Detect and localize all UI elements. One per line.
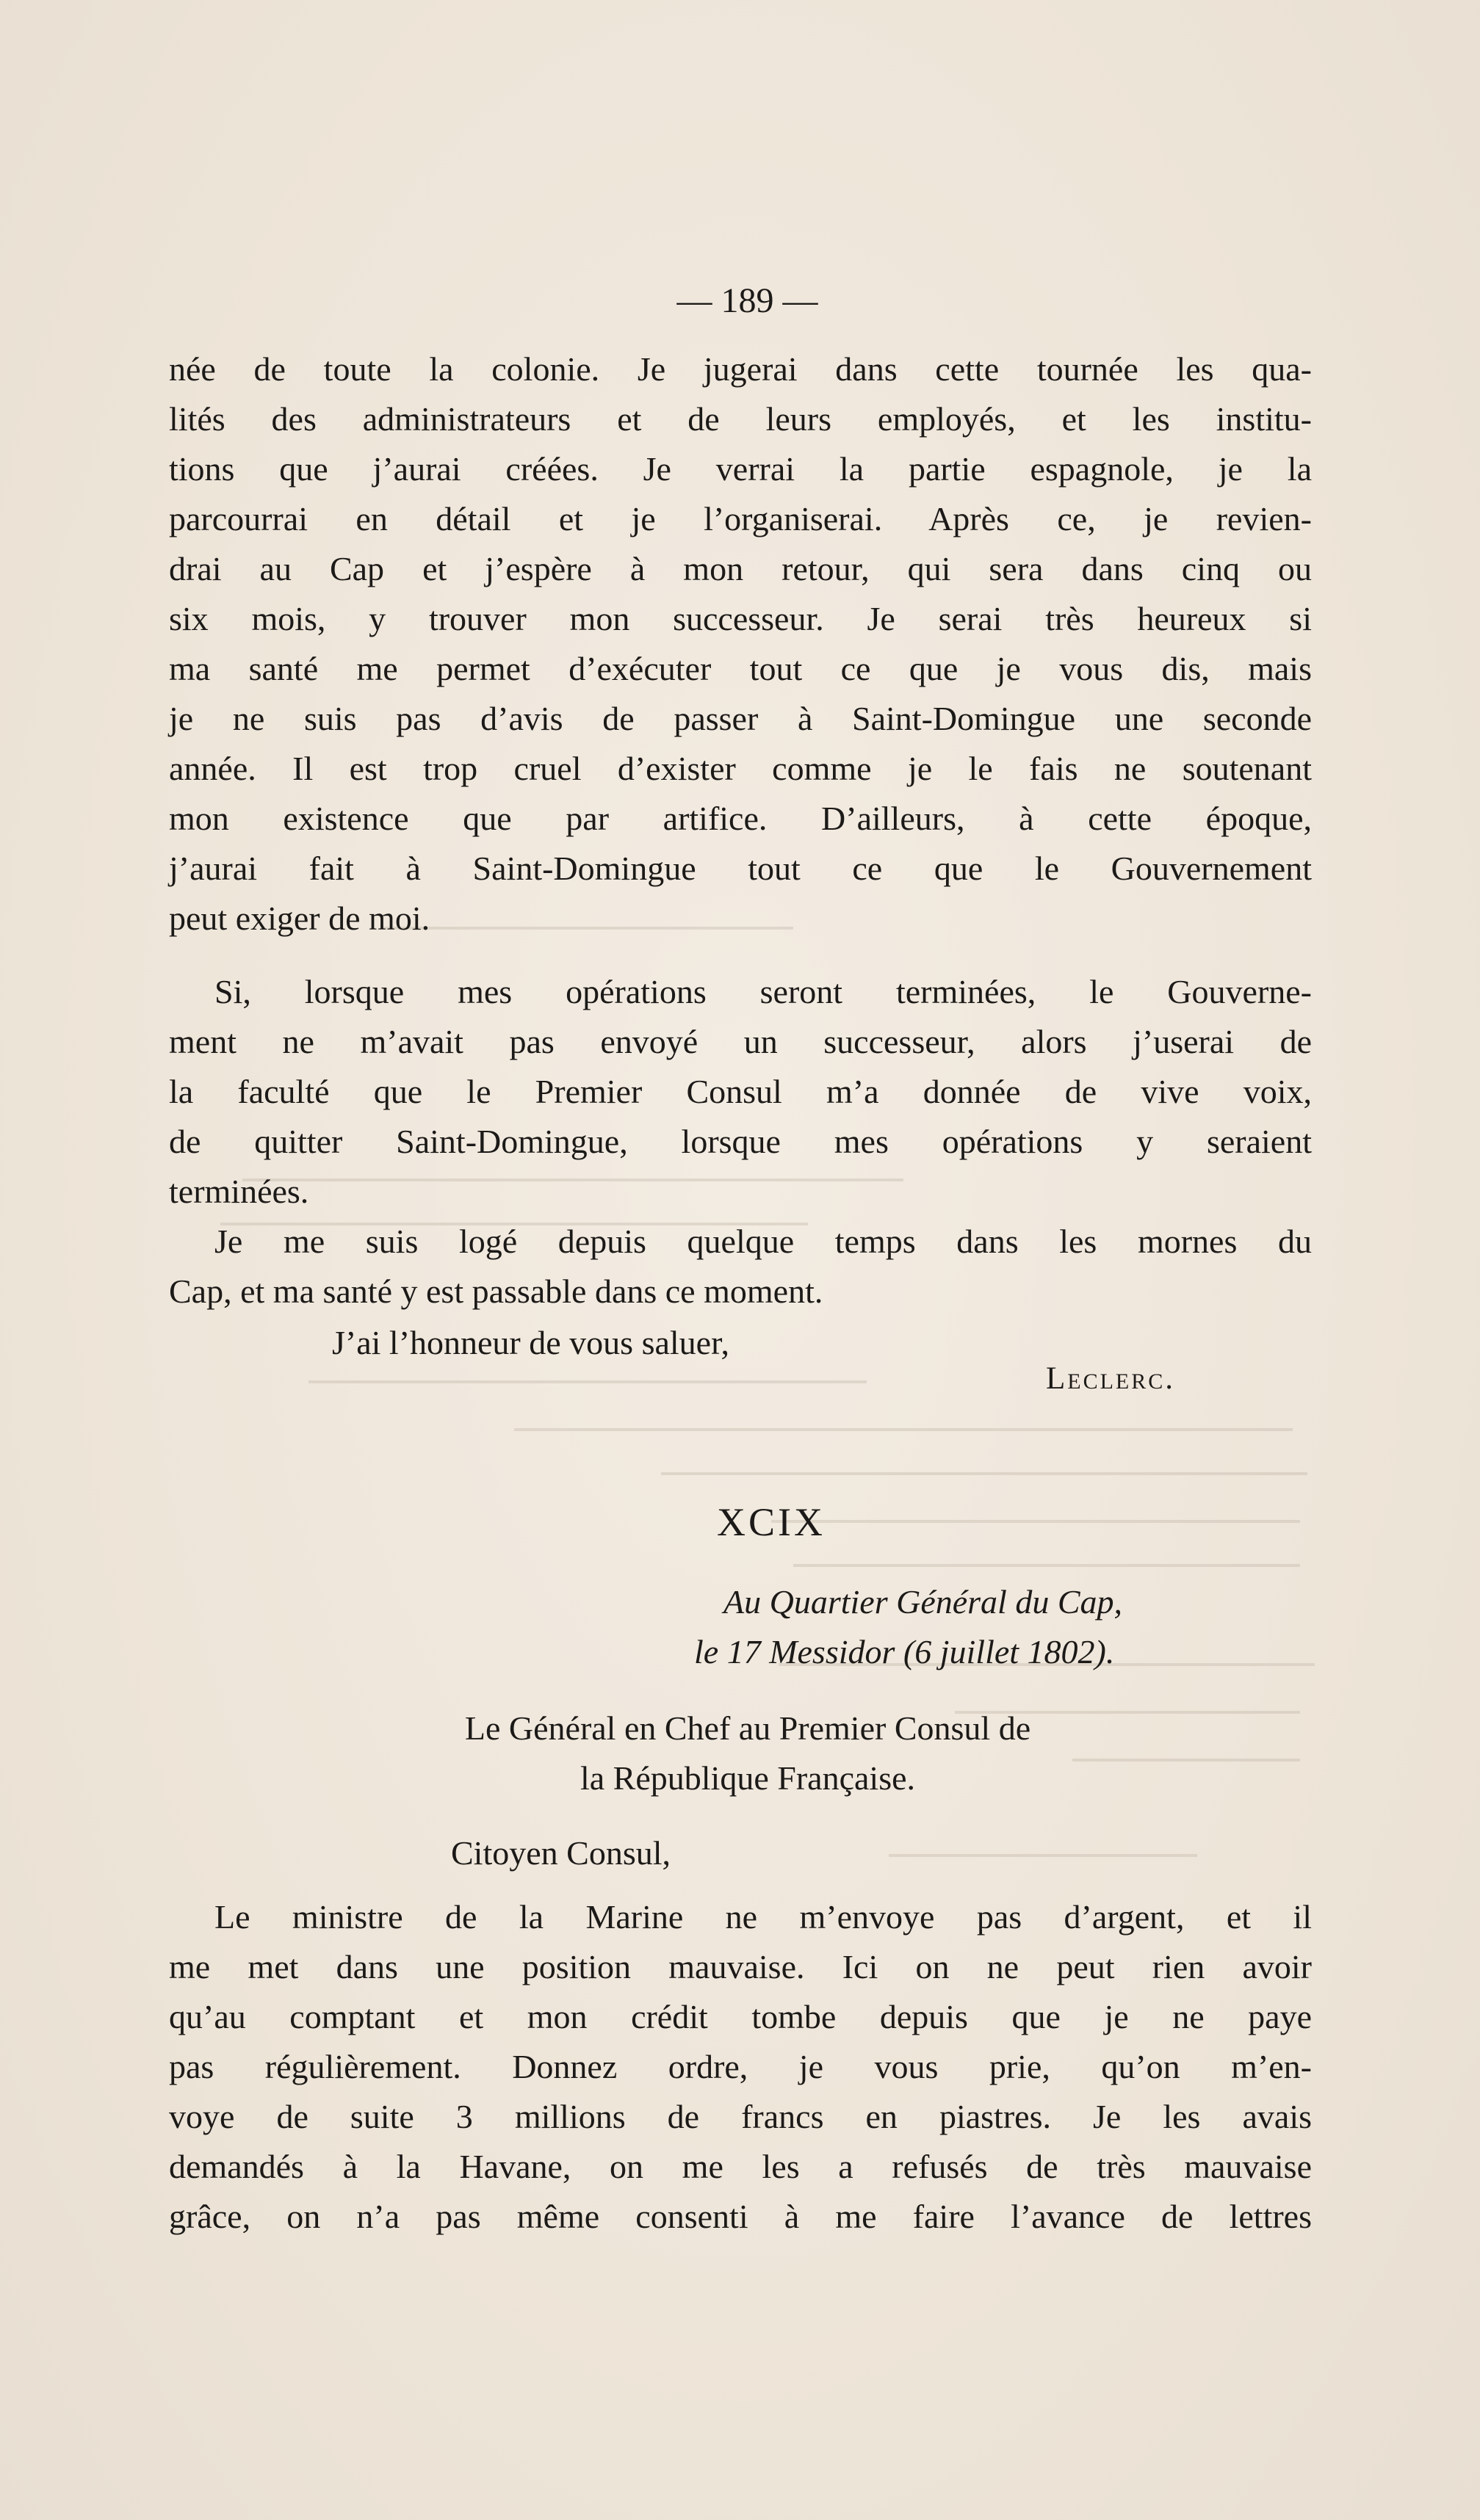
letter-number: XCIX	[717, 1500, 826, 1544]
text-line: peut exiger de moi.	[169, 899, 430, 937]
text-line: ma santé me permet d’exécuter tout ce que je vous dis, mais	[169, 650, 1312, 687]
text-line: Je me suis logé depuis quelque temps dans les mornes du	[214, 1223, 1312, 1260]
text-line: la faculté que le Premier Consul m’a donnée de vive voix,	[169, 1073, 1312, 1110]
address-line-2: la République Française.	[580, 1759, 916, 1797]
text-line: qu’au comptant et mon crédit tombe depuis que je ne paye	[169, 1998, 1312, 2035]
text-line: parcourrai en détail et je l’organiserai. Après ce, je revien-	[169, 500, 1312, 537]
signature: Leclerc.	[1046, 1361, 1176, 1396]
text-line: terminées.	[169, 1173, 309, 1210]
text-line: me met dans une position mauvaise. Ici on ne peut rien avoir	[169, 1948, 1312, 1985]
text-line: née de toute la colonie. Je jugerai dans cette tournée les qua-	[169, 350, 1312, 388]
text-line: année. Il est trop cruel d’exister comme je le fais ne soutenant	[169, 750, 1312, 787]
text-line: mon existence que par artifice. D’ailleurs, à cette époque,	[169, 800, 1312, 837]
text-line: voye de suite 3 millions de francs en piastres. Je les avais	[169, 2098, 1312, 2135]
text-line: je ne suis pas d’avis de passer à Saint-Domingue une seconde	[169, 700, 1312, 737]
text-line: Si, lorsque mes opérations seront terminées, le Gouverne-	[214, 973, 1312, 1010]
text-line: lités des administrateurs et de leurs employés, et les institu-	[169, 400, 1312, 438]
text-line: six mois, y trouver mon successeur. Je serai très heureux si	[169, 600, 1312, 637]
page-number: — 189 —	[676, 281, 818, 320]
dateline-place: Au Quartier Général du Cap,	[723, 1583, 1123, 1621]
address-line-1: Le Général en Chef au Premier Consul de	[464, 1709, 1031, 1747]
text-line: de quitter Saint-Domingue, lorsque mes opérations y seraient	[169, 1123, 1312, 1160]
closing-line: J’ai l’honneur de vous saluer,	[332, 1324, 730, 1361]
text-line: drai au Cap et j’espère à mon retour, qui sera dans cinq ou	[169, 550, 1312, 587]
dateline-date: le 17 Messidor (6 juillet 1802).	[694, 1633, 1115, 1670]
text-line: ment ne m’avait pas envoyé un successeur, alors j’userai de	[169, 1023, 1312, 1060]
text-line: tions que j’aurai créées. Je verrai la partie espagnole, je la	[169, 450, 1312, 488]
text-line: demandés à la Havane, on me les a refusés de très mauvaise	[169, 2148, 1312, 2185]
text-line: pas régulièrement. Donnez ordre, je vous prie, qu’on m’en-	[169, 2048, 1312, 2085]
text-line: Cap, et ma santé y est passable dans ce moment.	[169, 1272, 823, 1310]
text-line: grâce, on n’a pas même consenti à me faire l’avance de lettres	[169, 2198, 1312, 2235]
text-line: Le ministre de la Marine ne m’envoye pas d’argent, et il	[214, 1898, 1312, 1936]
salutation: Citoyen Consul,	[451, 1834, 671, 1872]
text-line: j’aurai fait à Saint-Domingue tout ce que le Gouvernement	[169, 850, 1312, 887]
